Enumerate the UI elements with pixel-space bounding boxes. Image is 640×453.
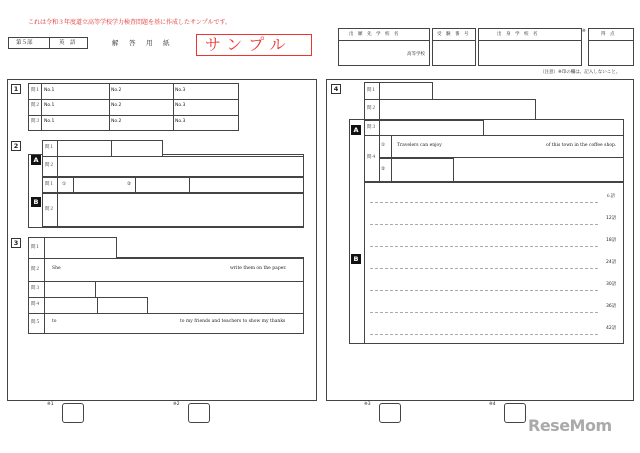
q3-number: 3 xyxy=(11,238,21,248)
q2b-q2-cell[interactable] xyxy=(42,193,304,227)
score-mark-1: ※1 xyxy=(47,402,54,407)
score-mark-3: ※3 xyxy=(364,402,371,407)
q1-number: 1 xyxy=(11,84,21,94)
q4-section-b: B xyxy=(351,254,361,264)
q2a-q1-cells[interactable] xyxy=(42,140,163,157)
score-star: ※ xyxy=(582,29,586,34)
score-box-1 xyxy=(62,403,84,423)
q2b-q1-cells[interactable] xyxy=(42,177,304,193)
exam-school-cell[interactable]: 出 願 先 学 校 名 高等学校 xyxy=(338,28,430,66)
sample-notice: これは令和３年度道立高等学校学力検査問題を基に作成したサンプルです。 xyxy=(28,19,231,26)
q3-q5-start: to xyxy=(52,319,57,324)
exam-part: 第５部 xyxy=(16,40,33,46)
q3-q1-cell[interactable] xyxy=(28,237,117,259)
score-mark-2: ※2 xyxy=(173,402,180,407)
q4-p1-end: of this town in the coffee shop. xyxy=(546,143,617,148)
score-box-2 xyxy=(188,403,210,423)
attention-note: （注意）※印の欄は、記入しないこと。 xyxy=(540,70,621,75)
score-box-3 xyxy=(379,403,401,423)
q1-table xyxy=(28,83,239,131)
sample-stamp: サンプル xyxy=(196,34,312,56)
q3-q5-end: to my friends and teachers to show my thanks xyxy=(180,319,286,324)
score-box-4 xyxy=(504,403,526,423)
q2-section-a: A xyxy=(31,155,41,165)
exam-part-box xyxy=(8,37,88,49)
q4-p1-start: Travelers can enjoy xyxy=(397,143,442,148)
q3-q2-start: She xyxy=(52,266,61,271)
origin-school-cell[interactable]: 出 身 学 校 名 xyxy=(478,28,582,66)
q3-q4-cells[interactable] xyxy=(28,297,148,314)
q3-q2-end: write them on the paper. xyxy=(230,266,287,271)
q4-q3-cell[interactable] xyxy=(364,120,484,136)
exam-number-cell[interactable]: 受 験 番 号 xyxy=(432,28,476,66)
q4-number: 4 xyxy=(331,84,341,94)
sheet-title: 解 答 用 紙 xyxy=(112,39,172,47)
q2a-q2-cell[interactable] xyxy=(42,156,304,177)
q2-section-b: B xyxy=(31,197,41,207)
total-score-cell: 得 点 xyxy=(588,28,634,66)
q4-section-a: A xyxy=(351,125,361,135)
q4-b-writing-area[interactable] xyxy=(364,182,624,344)
q4-q2-cell[interactable] xyxy=(364,99,536,120)
q2-number: 2 xyxy=(11,141,21,151)
subject: 英 語 xyxy=(59,40,76,46)
score-mark-4: ※4 xyxy=(489,402,496,407)
